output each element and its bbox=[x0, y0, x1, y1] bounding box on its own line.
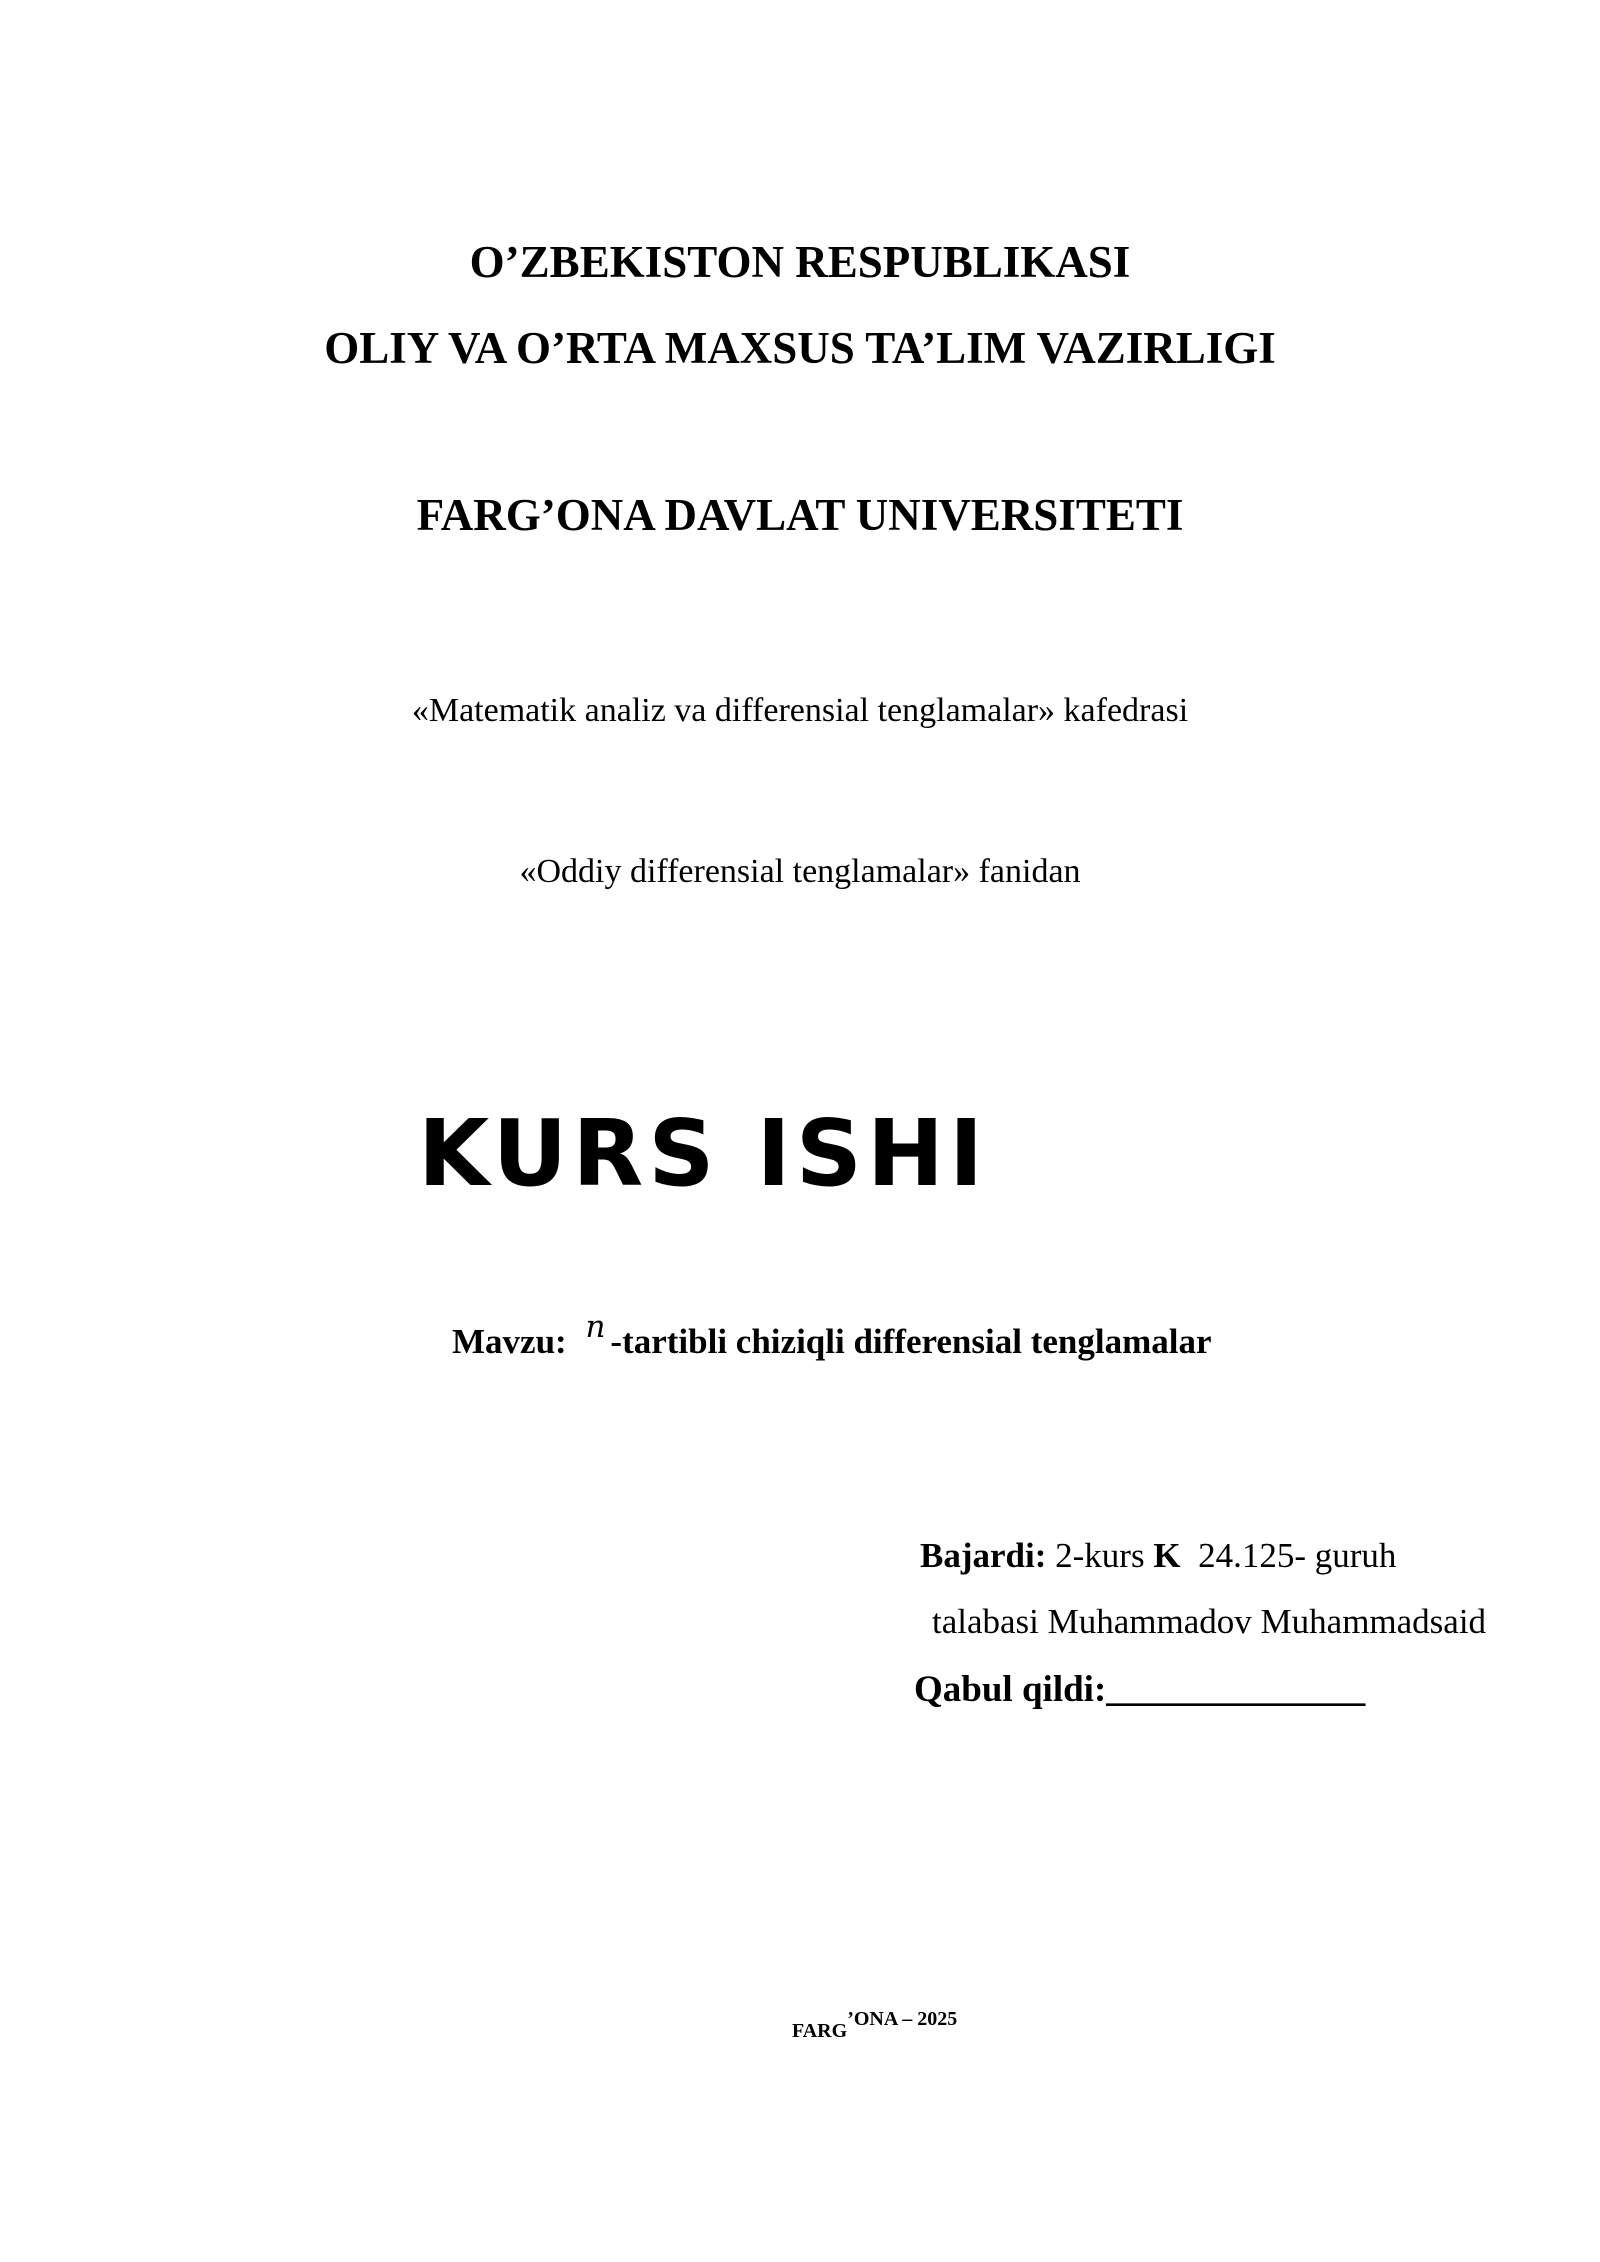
city-year bbox=[792, 2008, 958, 2043]
university-heading: FARG’ONA DAVLAT UNIVERSITETI bbox=[416, 490, 1184, 540]
performed-label: Bajardi: bbox=[920, 1536, 1047, 1575]
department-line: «Matematik analiz va differensial tenglamalar» kafedrasi bbox=[411, 692, 1189, 729]
accepted-blank: ______________ bbox=[1106, 1669, 1366, 1710]
accepted-label: Qabul qildi: bbox=[914, 1669, 1107, 1710]
topic-variable: n bbox=[585, 1309, 606, 1345]
performed-line bbox=[920, 1536, 1396, 1576]
topic-line bbox=[452, 1309, 1212, 1362]
republic-heading: O’ZBEKISTON RESPUBLIKASI bbox=[469, 237, 1131, 287]
group-letter: K bbox=[1153, 1536, 1181, 1575]
group: 24.125- guruh bbox=[1198, 1536, 1397, 1575]
topic-label: Mavzu: bbox=[452, 1322, 567, 1361]
subject-line: «Oddiy differensial tenglamalar» fanidan bbox=[519, 853, 1081, 890]
accepted-line bbox=[914, 1668, 1365, 1711]
city-text: FARG bbox=[792, 2020, 848, 2042]
course: 2-kurs bbox=[1055, 1536, 1145, 1575]
student-line: talabasi Muhammadov Muhammadsaid bbox=[932, 1602, 1487, 1641]
city-year-text: ’ONA – 2025 bbox=[847, 2008, 958, 2030]
work-title: KURS ISHI bbox=[418, 1100, 989, 1207]
ministry-heading: OLIY VA O’RTA MAXSUS TA’LIM VAZIRLIGI bbox=[324, 323, 1276, 373]
topic-text: -tartibli chiziqli differensial tenglamalar bbox=[610, 1322, 1212, 1361]
